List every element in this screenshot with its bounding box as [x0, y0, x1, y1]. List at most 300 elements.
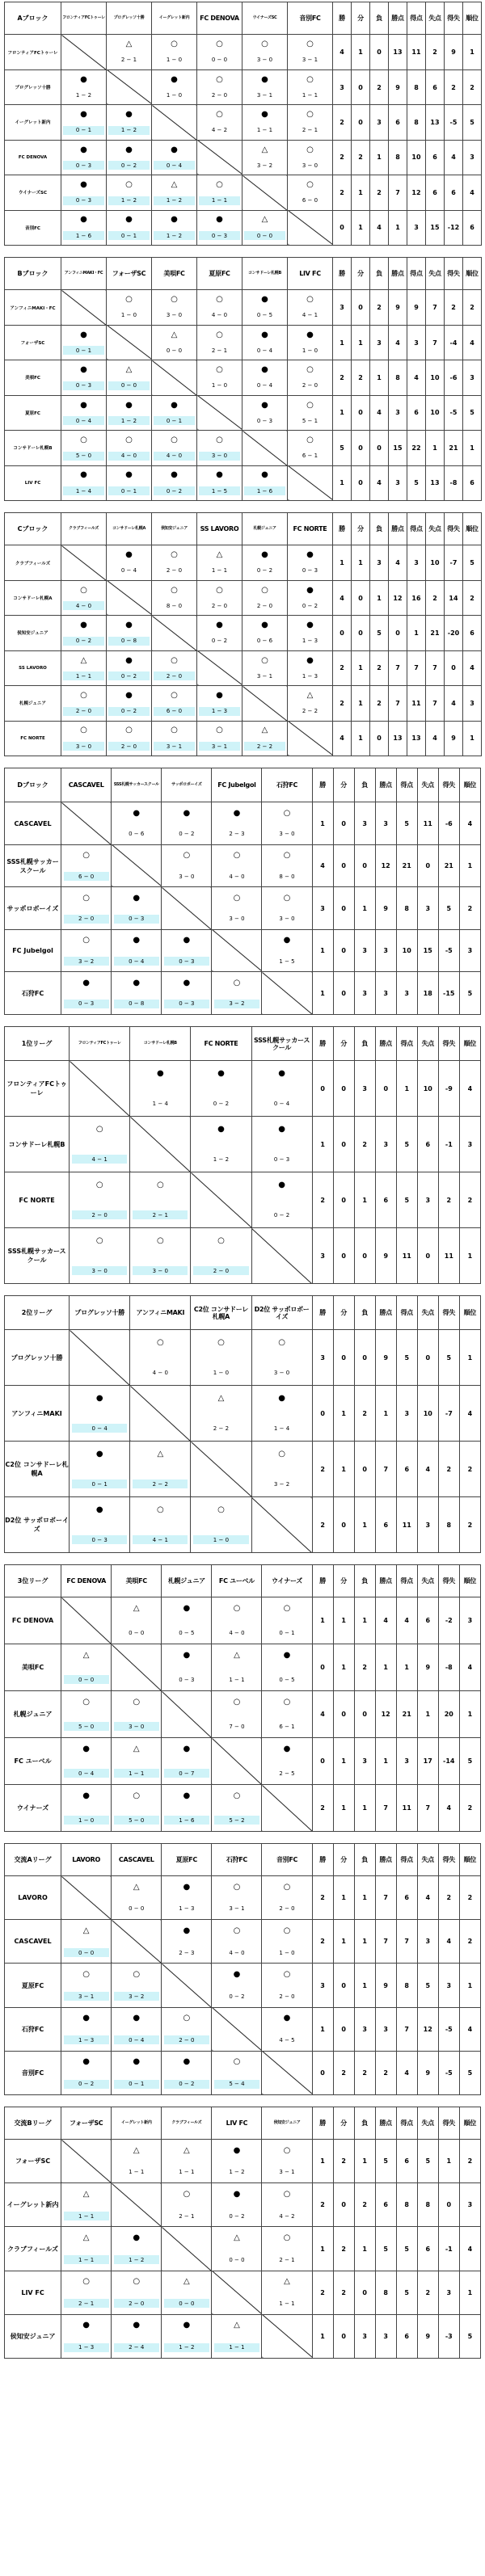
- stat-cell: 3: [438, 2271, 459, 2314]
- stat-cell: 1: [459, 2271, 480, 2314]
- match-cell: [112, 2227, 162, 2271]
- result-mark: ●: [216, 691, 223, 701]
- result-mark: ●: [80, 470, 87, 480]
- match-cell: [107, 140, 152, 175]
- result-mark: ○: [133, 2277, 141, 2287]
- match-cell: [107, 616, 152, 650]
- match-cell: [107, 686, 152, 721]
- league-table-d: [4, 768, 481, 1015]
- team-row: [5, 844, 481, 887]
- header-row: [5, 2107, 481, 2140]
- stat-cell: 8: [396, 1964, 417, 2007]
- stat-cell: 4: [463, 175, 482, 210]
- team-row: [5, 1597, 481, 1644]
- row-team-name: FC Jubelgol: [5, 929, 61, 972]
- stat-cell: 3: [463, 686, 482, 721]
- result-mark: ●: [95, 1393, 103, 1403]
- result-mark: △: [217, 1393, 225, 1403]
- match-cell: [162, 1738, 212, 1785]
- stat-cell: 2: [459, 1876, 480, 1920]
- stat-cell: 3: [459, 1597, 480, 1644]
- match-cell: [191, 1497, 251, 1553]
- column-team-header: プログレッソ十勝: [107, 2, 152, 35]
- stat-cell: 3: [407, 325, 426, 360]
- stat-cell: 4: [459, 2007, 480, 2051]
- result-mark: ○: [183, 2014, 191, 2023]
- match-score: 6 − 1: [279, 1723, 295, 1730]
- match-cell: [107, 210, 152, 246]
- stat-cell: 1: [375, 1738, 396, 1785]
- stat-cell: 7: [426, 650, 445, 685]
- stat-cell: 4: [396, 2051, 417, 2094]
- stat-cell: 5: [375, 2227, 396, 2271]
- match-score: 0 − 2: [108, 671, 150, 680]
- match-score: 0 − 0: [164, 2299, 209, 2308]
- result-mark: ●: [82, 2057, 91, 2067]
- result-mark: △: [133, 1882, 140, 1892]
- row-team-name: D2位 サッポロボーイズ: [5, 1497, 70, 1553]
- header-row: [5, 258, 482, 290]
- stat-cell: 6: [463, 465, 482, 501]
- result-mark: ●: [306, 330, 314, 339]
- match-cell: [162, 2051, 212, 2094]
- result-mark: ●: [183, 1744, 191, 1753]
- stat-cell: 9: [417, 2314, 438, 2358]
- match-cell: [288, 545, 333, 580]
- league-name: 2位リーグ: [5, 1296, 70, 1330]
- result-mark: ●: [261, 550, 268, 560]
- match-cell: [112, 2051, 162, 2094]
- result-mark: ●: [95, 1449, 103, 1458]
- stat-cell: 6: [407, 395, 426, 430]
- stat-cell: 0: [333, 1172, 354, 1228]
- row-team-name: フロンティアFCトゥーレ: [5, 1061, 70, 1117]
- match-score: 2 − 1: [179, 2212, 195, 2220]
- result-mark: ●: [171, 145, 178, 154]
- stat-cell: 1: [312, 972, 333, 1015]
- diagonal-cell: [162, 1691, 212, 1738]
- stat-cell: -7: [445, 545, 463, 580]
- diagonal-cell: [212, 1738, 262, 1785]
- match-score: 2 − 0: [211, 91, 228, 99]
- match-score: 6 − 0: [302, 197, 318, 204]
- team-row: [5, 1330, 481, 1386]
- result-mark: ○: [278, 1337, 285, 1347]
- result-mark: ●: [261, 365, 268, 375]
- match-score: 2 − 0: [114, 2299, 159, 2308]
- row-team-name: SSS札幌サッカースクール: [5, 844, 61, 887]
- stat-header: 失点: [417, 1844, 438, 1876]
- match-score: 1 − 4: [152, 1100, 168, 1107]
- match-score: 0 − 2: [164, 2080, 209, 2089]
- stat-cell: -5: [445, 105, 463, 140]
- stat-cell: 3: [459, 2183, 480, 2227]
- match-cell: [152, 210, 197, 246]
- match-cell: [288, 650, 333, 685]
- result-mark: △: [261, 215, 268, 225]
- column-team-header: SSS札幌サッカースクール: [251, 1027, 312, 1061]
- stat-cell: 3: [375, 2314, 396, 2358]
- match-score: 1 − 1: [63, 671, 104, 680]
- stat-cell: 4: [463, 325, 482, 360]
- stat-cell: 0: [354, 2271, 375, 2314]
- match-score: 2 − 5: [279, 1770, 295, 1777]
- result-mark: ●: [261, 330, 268, 339]
- team-row: [5, 721, 482, 756]
- stat-cell: 0: [333, 929, 354, 972]
- stat-cell: 1: [370, 140, 389, 175]
- stat-cell: 13: [407, 721, 426, 756]
- match-cell: [242, 290, 288, 325]
- diagonal-cell: [107, 580, 152, 615]
- stat-cell: 1: [459, 1330, 480, 1386]
- stat-cell: 1: [312, 2314, 333, 2358]
- match-cell: [262, 1876, 312, 1920]
- match-cell: [61, 1920, 112, 1964]
- column-team-header: サッポロボーイズ: [162, 768, 212, 802]
- match-cell: [61, 465, 107, 501]
- stat-cell: 1: [459, 1964, 480, 2007]
- match-score: 4 − 1: [133, 1535, 188, 1544]
- stat-cell: 4: [370, 395, 389, 430]
- match-score: 3 − 0: [279, 831, 295, 838]
- stat-cell: 2: [333, 2227, 354, 2271]
- column-team-header: 美唄FC: [152, 258, 197, 290]
- league-table-exchange-a: [4, 1843, 481, 2095]
- stat-cell: 1: [333, 325, 352, 360]
- column-team-header: コンサドーレ札幌A: [107, 513, 152, 545]
- stat-cell: 3: [396, 972, 417, 1015]
- result-mark: ●: [278, 1124, 285, 1134]
- stat-cell: -2: [438, 1597, 459, 1644]
- stat-cell: 3: [417, 1172, 438, 1228]
- stat-header: 順位: [459, 1844, 480, 1876]
- match-cell: [251, 1061, 312, 1117]
- result-mark: △: [171, 180, 178, 190]
- match-cell: [212, 802, 262, 845]
- result-mark: ○: [306, 400, 314, 410]
- match-cell: [212, 2140, 262, 2183]
- stat-cell: 3: [438, 1964, 459, 2007]
- match-cell: [212, 2227, 262, 2271]
- diagonal-cell: [288, 721, 333, 756]
- stat-cell: 2: [312, 2271, 333, 2314]
- result-mark: ○: [133, 1969, 141, 1979]
- stat-header: 失点: [417, 1296, 438, 1330]
- stat-cell: 1: [370, 360, 389, 395]
- result-mark: △: [157, 1449, 164, 1458]
- match-cell: [288, 105, 333, 140]
- match-score: 0 − 2: [229, 1993, 245, 2000]
- team-row: [5, 35, 482, 69]
- diagonal-cell: [288, 465, 333, 501]
- result-mark: ○: [306, 436, 314, 445]
- stat-cell: 12: [407, 175, 426, 210]
- match-cell: [61, 210, 107, 246]
- match-cell: [152, 580, 197, 615]
- team-row: [5, 1920, 481, 1964]
- result-mark: ○: [283, 2145, 291, 2155]
- result-mark: ○: [156, 1337, 164, 1347]
- stat-cell: 2: [426, 35, 445, 69]
- match-score: 0 − 2: [63, 637, 104, 646]
- match-cell: [162, 844, 212, 887]
- match-cell: [251, 1442, 312, 1497]
- result-mark: ●: [261, 74, 268, 84]
- stat-cell: 5: [463, 545, 482, 580]
- match-cell: [242, 650, 288, 685]
- team-row: [5, 650, 482, 685]
- league-table-c: [4, 512, 482, 756]
- match-score: 0 − 0: [64, 1675, 109, 1684]
- match-cell: [288, 580, 333, 615]
- match-score: 0 − 2: [108, 707, 150, 716]
- diagonal-cell: [197, 140, 242, 175]
- match-score: 1 − 0: [120, 312, 137, 319]
- stat-cell: 2: [333, 360, 352, 395]
- match-score: 6 − 0: [64, 872, 109, 881]
- stat-cell: 1: [333, 545, 352, 580]
- stat-cell: 2: [375, 2051, 396, 2094]
- stat-cell: 0: [333, 1061, 354, 1117]
- stat-cell: 2: [312, 1785, 333, 1832]
- stat-cell: 6: [426, 175, 445, 210]
- result-mark: ●: [216, 215, 223, 225]
- column-team-header: 音別FC: [262, 1844, 312, 1876]
- stat-cell: 1: [333, 1644, 354, 1691]
- stat-header: 順位: [463, 2, 482, 35]
- match-cell: [288, 616, 333, 650]
- result-mark: ●: [261, 470, 268, 480]
- stat-header: 得失: [438, 1565, 459, 1597]
- match-score: 2 − 1: [133, 1210, 188, 1219]
- match-cell: [152, 175, 197, 210]
- stat-cell: 6: [396, 1442, 417, 1497]
- result-mark: ●: [261, 400, 268, 410]
- stat-cell: 3: [354, 1061, 375, 1117]
- stat-cell: 17: [417, 1738, 438, 1785]
- diagonal-cell: [61, 290, 107, 325]
- result-mark: ○: [133, 1791, 141, 1800]
- result-mark: ○: [306, 110, 314, 120]
- stat-cell: -7: [438, 1386, 459, 1442]
- stat-cell: 4: [370, 210, 389, 246]
- result-mark: △: [133, 2145, 140, 2155]
- match-score: 2 − 4: [114, 2343, 159, 2352]
- row-team-name: 美唄FC: [5, 360, 61, 395]
- stat-cell: 5: [459, 1738, 480, 1785]
- match-score: 1 − 0: [213, 1369, 230, 1376]
- header-row: [5, 768, 481, 802]
- match-score: 0 − 4: [256, 347, 273, 354]
- stat-header: 失点: [426, 2, 445, 35]
- stat-cell: 12: [375, 844, 396, 887]
- stat-cell: 9: [375, 887, 396, 930]
- stat-cell: -4: [445, 325, 463, 360]
- stat-cell: 1: [354, 1920, 375, 1964]
- stat-cell: -12: [445, 210, 463, 246]
- stat-cell: -6: [445, 360, 463, 395]
- stat-cell: 0: [333, 1330, 354, 1386]
- match-score: 0 − 8: [114, 1000, 159, 1008]
- match-cell: [107, 360, 152, 395]
- league-name: 交流Bリーグ: [5, 2107, 61, 2140]
- stat-cell: 6: [396, 2140, 417, 2183]
- stat-cell: 2: [445, 69, 463, 104]
- team-row: [5, 1964, 481, 2007]
- match-cell: [288, 395, 333, 430]
- result-mark: ○: [80, 726, 87, 735]
- stat-cell: 0: [370, 431, 389, 465]
- match-cell: [70, 1497, 130, 1553]
- row-team-name: CASCAVEL: [5, 802, 61, 845]
- stat-header: 負: [370, 2, 389, 35]
- diagonal-cell: [251, 1497, 312, 1553]
- stat-cell: 0: [333, 1964, 354, 2007]
- match-cell: [112, 1876, 162, 1920]
- match-cell: [61, 844, 112, 887]
- match-score: 4 − 2: [211, 127, 228, 134]
- match-score: 1 − 6: [164, 1816, 209, 1825]
- stat-cell: -6: [438, 802, 459, 845]
- result-mark: ○: [125, 436, 133, 445]
- stat-header: 得失: [445, 258, 463, 290]
- stat-cell: 7: [389, 650, 407, 685]
- match-cell: [191, 1117, 251, 1172]
- match-score: 0 − 3: [164, 957, 209, 966]
- result-mark: ○: [156, 1180, 164, 1189]
- team-row: [5, 1644, 481, 1691]
- stat-header: 失点: [417, 768, 438, 802]
- stat-header: 得点: [396, 1027, 417, 1061]
- stat-cell: 1: [312, 802, 333, 845]
- match-cell: [130, 1172, 191, 1228]
- stat-cell: 2: [333, 2271, 354, 2314]
- match-score: 1 − 2: [229, 2169, 245, 2176]
- stat-cell: 2: [438, 1172, 459, 1228]
- match-cell: [152, 465, 197, 501]
- stat-cell: 0: [417, 844, 438, 887]
- diagonal-cell: [112, 2183, 162, 2227]
- stat-header: 負: [354, 1844, 375, 1876]
- result-mark: ○: [82, 936, 91, 945]
- match-cell: [242, 580, 288, 615]
- result-mark: ●: [125, 110, 133, 120]
- stat-cell: 15: [389, 431, 407, 465]
- match-cell: [162, 1597, 212, 1644]
- stat-cell: 4: [445, 140, 463, 175]
- match-score: 5 − 4: [214, 2080, 259, 2089]
- stat-cell: -5: [438, 2051, 459, 2094]
- stat-cell: 20: [438, 1691, 459, 1738]
- match-cell: [262, 887, 312, 930]
- match-score: 0 − 0: [166, 347, 183, 354]
- stat-header: 得失: [445, 2, 463, 35]
- diagonal-cell: [162, 1964, 212, 2007]
- result-mark: ○: [133, 1697, 141, 1707]
- match-cell: [61, 395, 107, 430]
- match-score: 1 − 3: [302, 638, 318, 645]
- result-mark: ○: [217, 1505, 225, 1514]
- diagonal-cell: [262, 972, 312, 1015]
- stat-header: 勝: [312, 2107, 333, 2140]
- match-score: 1 − 3: [64, 2035, 109, 2044]
- result-mark: △: [306, 691, 314, 701]
- row-team-name: 美唄FC: [5, 1644, 61, 1691]
- stat-cell: 1: [352, 210, 370, 246]
- stat-cell: 8: [396, 2183, 417, 2227]
- match-score: 0 − 4: [114, 2035, 159, 2044]
- match-cell: [242, 210, 288, 246]
- match-score: 3 − 2: [214, 1000, 259, 1008]
- stat-cell: 5: [396, 2227, 417, 2271]
- stat-header: 順位: [459, 1565, 480, 1597]
- match-score: 1 − 2: [154, 196, 195, 205]
- result-mark: ○: [261, 585, 268, 595]
- stat-cell: 9: [417, 1644, 438, 1691]
- match-score: 0 − 1: [154, 416, 195, 425]
- stat-cell: 1: [354, 1497, 375, 1553]
- stat-cell: 2: [459, 1785, 480, 1832]
- result-mark: △: [234, 1650, 240, 1660]
- row-team-name: SS LAVORO: [5, 650, 61, 685]
- result-mark: ○: [171, 40, 178, 49]
- match-cell: [288, 35, 333, 69]
- result-mark: ○: [216, 180, 223, 190]
- stat-cell: 1: [333, 1386, 354, 1442]
- column-team-header: コンサドーレ札幌B: [130, 1027, 191, 1061]
- row-team-name: LIV FC: [5, 465, 61, 501]
- match-cell: [212, 972, 262, 1015]
- match-cell: [61, 2051, 112, 2094]
- result-mark: ●: [233, 1969, 241, 1979]
- result-mark: ○: [216, 40, 223, 49]
- stat-cell: 2: [438, 1442, 459, 1497]
- stat-cell: 0: [312, 1738, 333, 1785]
- column-team-header: FC NORTE: [288, 513, 333, 545]
- column-team-header: フロンティアFCトゥーレ: [70, 1027, 130, 1061]
- stat-cell: 0: [389, 616, 407, 650]
- match-cell: [197, 69, 242, 104]
- stat-header: 分: [333, 1565, 354, 1597]
- team-row: [5, 616, 482, 650]
- stat-header: 得点: [407, 2, 426, 35]
- row-team-name: コンサドーレ札幌B: [5, 431, 61, 465]
- stat-cell: 5: [396, 1117, 417, 1172]
- match-score: 0 − 0: [211, 57, 228, 64]
- result-mark: ○: [125, 726, 133, 735]
- stat-header: 順位: [463, 513, 482, 545]
- match-cell: [61, 1738, 112, 1785]
- match-cell: [61, 2271, 112, 2314]
- stat-cell: 14: [445, 580, 463, 615]
- stat-cell: 1: [352, 686, 370, 721]
- stat-cell: 5: [417, 1964, 438, 2007]
- stat-header: 得点: [407, 258, 426, 290]
- stat-cell: 7: [375, 1785, 396, 1832]
- row-team-name: LAVORO: [5, 1876, 61, 1920]
- stat-cell: 3: [370, 545, 389, 580]
- match-cell: [112, 2140, 162, 2183]
- row-team-name: プログレッソ十勝: [5, 1330, 70, 1386]
- stat-cell: 2: [370, 69, 389, 104]
- stat-header: 分: [333, 2107, 354, 2140]
- stat-cell: 7: [417, 1785, 438, 1832]
- match-score: 2 − 3: [229, 831, 245, 838]
- stat-cell: 0: [333, 1228, 354, 1284]
- match-score: 0 − 2: [229, 2212, 245, 2220]
- match-cell: [197, 580, 242, 615]
